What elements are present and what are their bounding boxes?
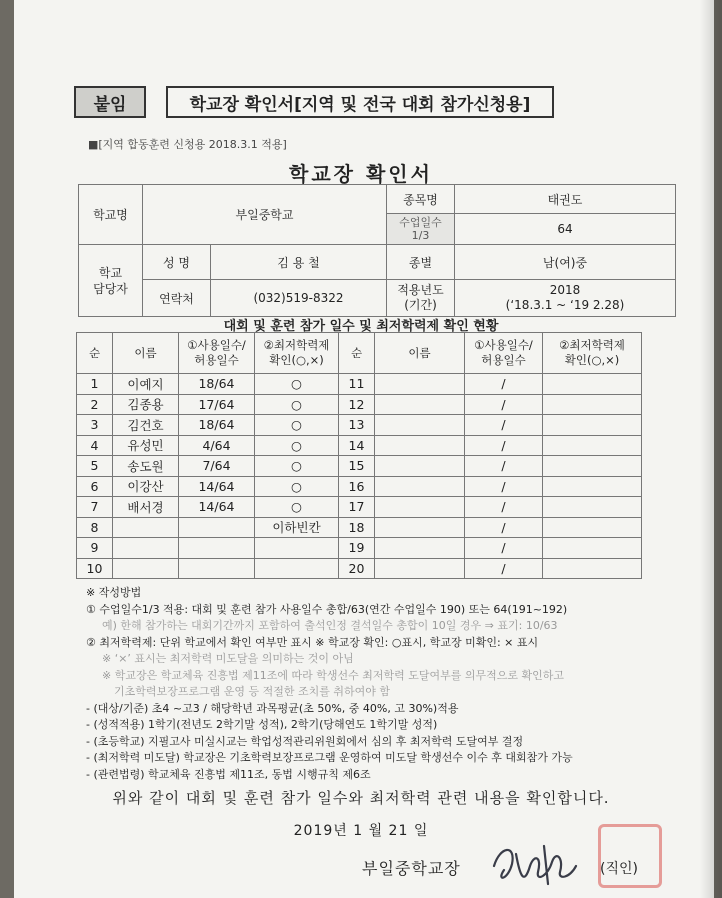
school-days-label-line2: 1/3 xyxy=(411,229,430,242)
seal-label: (직인) xyxy=(600,861,638,877)
student-name-right xyxy=(375,435,465,456)
confirmation-statement: 위와 같이 대회 및 훈련 참가 일수와 최저학력 관련 내용을 확인합니다. xyxy=(112,789,610,807)
min-academic-check-right xyxy=(543,435,642,456)
min-academic-check: ○ xyxy=(255,394,339,415)
col-header-check-line2: 확인(○,×) xyxy=(269,353,324,367)
row-number: 3 xyxy=(77,415,113,436)
min-academic-check: ○ xyxy=(255,415,339,436)
row-number-right: 15 xyxy=(339,456,375,477)
student-name-right xyxy=(375,456,465,477)
student-name-right xyxy=(375,374,465,395)
days-used-right: / xyxy=(465,456,543,477)
row-number: 8 xyxy=(77,517,113,538)
student-name xyxy=(113,538,179,559)
days-used-right: / xyxy=(465,558,543,579)
writing-instructions xyxy=(86,585,686,783)
min-academic-check-right xyxy=(543,497,642,518)
student-name xyxy=(113,558,179,579)
category-label: 종별 xyxy=(387,245,455,280)
table-row xyxy=(77,558,642,579)
row-number: 9 xyxy=(77,538,113,559)
apply-year-value-line2: (‘18.3.1 ~ ‘19 2.28) xyxy=(505,298,625,312)
principal-signature xyxy=(486,836,596,892)
student-name: 이강산 xyxy=(113,476,179,497)
contact-label: 연락처 xyxy=(143,280,211,317)
col-header-check-right-line2: 확인(○,×) xyxy=(564,353,620,367)
student-name-right xyxy=(375,415,465,436)
row-number: 5 xyxy=(77,456,113,477)
min-academic-check-right xyxy=(543,558,642,579)
instruction-line: ② 최저학력제: 단위 학교에서 확인 여부만 표시 ※ 학교장 확인: ○표시, 학교장 미확인: × 표시 xyxy=(86,635,539,649)
days-used: 14/64 xyxy=(179,476,255,497)
student-name-right xyxy=(375,476,465,497)
instruction-line: - (관련법령) 학교체육 진흥법 제11조, 동법 시행규칙 제6조 xyxy=(86,767,371,781)
row-number: 6 xyxy=(77,476,113,497)
contact-value: (032)519-8322 xyxy=(211,280,387,317)
instructions-title: ※ 작성방법 xyxy=(86,586,142,599)
apply-year-label-line2: (기간) xyxy=(404,298,437,312)
instruction-line: ※ 학교장은 학교체육 진흥법 제11조에 따라 학생선수 최저학력 도달여부를 의무적으로 확인하고 xyxy=(102,668,564,682)
days-used-right: / xyxy=(465,517,543,538)
table-row xyxy=(77,394,642,415)
document-title: 학교장 확인서[지역 및 전국 대회 참가신청용] xyxy=(166,86,554,118)
days-used-right: / xyxy=(465,374,543,395)
instruction-line: - (성적적용) 1학기(전년도 2학기말 성적), 2학기(당해연도 1학기말 성적) xyxy=(86,718,438,731)
school-info-table xyxy=(78,184,676,317)
table-row xyxy=(77,517,642,538)
min-academic-check xyxy=(255,558,339,579)
student-name: 이예지 xyxy=(113,374,179,395)
official-seal xyxy=(598,824,662,888)
school-days-label-line1: 수업일수 xyxy=(399,216,442,229)
col-header-check-right xyxy=(543,333,642,374)
days-used xyxy=(179,558,255,579)
table-row xyxy=(77,415,642,436)
instruction-line: 예) 한해 참가하는 대회기간까지 포함하여 출석인정 결석일수 총합이 10일 경우 ⇒ 표기: 10/63 xyxy=(102,619,558,632)
manager-label xyxy=(79,245,143,317)
manager-name-value: 김 용 철 xyxy=(211,245,387,280)
col-header-days-right-line1: ①사용일수/ xyxy=(474,338,533,352)
col-header-check-right-line1: ②최저학력제 xyxy=(559,338,625,352)
student-name: 송도원 xyxy=(113,456,179,477)
table-row xyxy=(77,456,642,477)
min-academic-check-right xyxy=(543,517,642,538)
participation-table xyxy=(76,332,642,579)
category-value: 남(여)중 xyxy=(455,245,676,280)
col-header-days-line2: 허용일수 xyxy=(194,353,239,367)
manager-label-line2: 담당자 xyxy=(93,281,128,296)
instruction-line: ① 수업일수1/3 적용: 대회 및 훈련 참가 사용일수 총합/63(연간 수업일수 190) 또는 64(191~192) xyxy=(86,602,568,616)
min-academic-check: ○ xyxy=(255,476,339,497)
col-header-days-line1: ①사용일수/ xyxy=(187,338,246,352)
row-number: 2 xyxy=(77,394,113,415)
days-used xyxy=(179,538,255,559)
event-value: 태권도 xyxy=(455,185,676,214)
student-name-right xyxy=(375,497,465,518)
col-header-name-right: 이름 xyxy=(375,333,465,374)
instruction-line: - (최저학력 미도달) 학교장은 기초학력보장프로그램 운영하여 미도달 학생선수 이수 후 대회참가 가능 xyxy=(86,751,573,764)
student-name-right xyxy=(375,538,465,559)
student-name: 배서경 xyxy=(113,497,179,518)
days-used: 18/64 xyxy=(179,374,255,395)
student-name: 김건호 xyxy=(113,415,179,436)
apply-year-label xyxy=(387,280,455,317)
col-header-name: 이름 xyxy=(113,333,179,374)
table-row xyxy=(77,435,642,456)
student-name: 유성민 xyxy=(113,435,179,456)
table-row xyxy=(77,497,642,518)
instruction-line: - (초등학교) 지필고사 미실시교는 학업성적관리위원회에서 심의 후 최저학력 도달여부 결정 xyxy=(86,734,524,748)
attachment-label: 붙임 xyxy=(74,86,146,118)
manager-name-label: 성 명 xyxy=(143,245,211,280)
apply-year-value-line1: 2018 xyxy=(549,283,581,297)
participation-section-title: 대회 및 훈련 참가 일수 및 최저학력제 확인 현황 xyxy=(223,319,499,334)
row-number-right: 14 xyxy=(339,435,375,456)
issue-date: 2019년 1 월 21 일 xyxy=(293,823,429,839)
event-label: 종목명 xyxy=(387,185,455,214)
form-title: 학교장 확인서 xyxy=(289,162,433,186)
school-name-value: 부일중학교 xyxy=(143,185,387,245)
min-academic-check: 이하빈칸 xyxy=(255,517,339,538)
col-header-check xyxy=(255,333,339,374)
col-header-days-right-line2: 허용일수 xyxy=(481,353,526,367)
school-days-value: 64 xyxy=(455,214,676,245)
apply-year-value xyxy=(455,280,676,317)
row-number-right: 12 xyxy=(339,394,375,415)
days-used-right: / xyxy=(465,394,543,415)
row-number-right: 11 xyxy=(339,374,375,395)
min-academic-check xyxy=(255,538,339,559)
student-name-right xyxy=(375,517,465,538)
row-number: 4 xyxy=(77,435,113,456)
min-academic-check: ○ xyxy=(255,374,339,395)
col-header-no-right: 순 xyxy=(339,333,375,374)
days-used: 18/64 xyxy=(179,415,255,436)
school-name-label: 학교명 xyxy=(79,185,143,245)
days-used-right: / xyxy=(465,435,543,456)
days-used-right: / xyxy=(465,497,543,518)
manager-label-line1: 학교 xyxy=(98,265,123,280)
apply-year-label-line1: 적용년도 xyxy=(397,283,444,297)
student-name xyxy=(113,517,179,538)
min-academic-check-right xyxy=(543,394,642,415)
row-number-right: 19 xyxy=(339,538,375,559)
min-academic-check: ○ xyxy=(255,497,339,518)
page-shadow xyxy=(700,0,722,898)
days-used: 14/64 xyxy=(179,497,255,518)
days-used-right: / xyxy=(465,476,543,497)
days-used-right: / xyxy=(465,538,543,559)
row-number-right: 13 xyxy=(339,415,375,436)
col-header-check-line1: ②최저학력제 xyxy=(263,338,330,352)
min-academic-check: ○ xyxy=(255,435,339,456)
col-header-no: 순 xyxy=(77,333,113,374)
row-number-right: 16 xyxy=(339,476,375,497)
min-academic-check: ○ xyxy=(255,456,339,477)
principal-title: 부일중학교장 xyxy=(362,859,461,878)
instruction-line: ※ ‘×’ 표시는 최저학력 미도달을 의미하는 것이 아님 xyxy=(102,652,354,665)
instruction-line: 기초학력보장프로그램 운영 등 적절한 조치를 취하여야 함 xyxy=(114,685,391,698)
row-number-right: 17 xyxy=(339,497,375,518)
min-academic-check-right xyxy=(543,476,642,497)
student-name: 김종용 xyxy=(113,394,179,415)
days-used xyxy=(179,517,255,538)
row-number-right: 20 xyxy=(339,558,375,579)
row-number: 10 xyxy=(77,558,113,579)
student-name-right xyxy=(375,394,465,415)
col-header-days xyxy=(179,333,255,374)
student-name-right xyxy=(375,558,465,579)
instruction-line: - (대상/기준) 초4 ~고3 / 해당학년 과목평균(초 50%, 중 40%, 고 30%)적용 xyxy=(86,701,459,715)
row-number-right: 18 xyxy=(339,517,375,538)
days-used-right: / xyxy=(465,415,543,436)
school-days-label xyxy=(387,214,455,245)
table-row xyxy=(77,538,642,559)
min-academic-check-right xyxy=(543,415,642,436)
col-header-days-right xyxy=(465,333,543,374)
row-number: 7 xyxy=(77,497,113,518)
min-academic-check-right xyxy=(543,456,642,477)
min-academic-check-right xyxy=(543,374,642,395)
days-used: 4/64 xyxy=(179,435,255,456)
table-row xyxy=(77,476,642,497)
min-academic-check-right xyxy=(543,538,642,559)
days-used: 17/64 xyxy=(179,394,255,415)
days-used: 7/64 xyxy=(179,456,255,477)
application-note: ■[지역 합동훈련 신청용 2018.3.1 적용] xyxy=(88,138,287,151)
table-row xyxy=(77,374,642,395)
row-number: 1 xyxy=(77,374,113,395)
